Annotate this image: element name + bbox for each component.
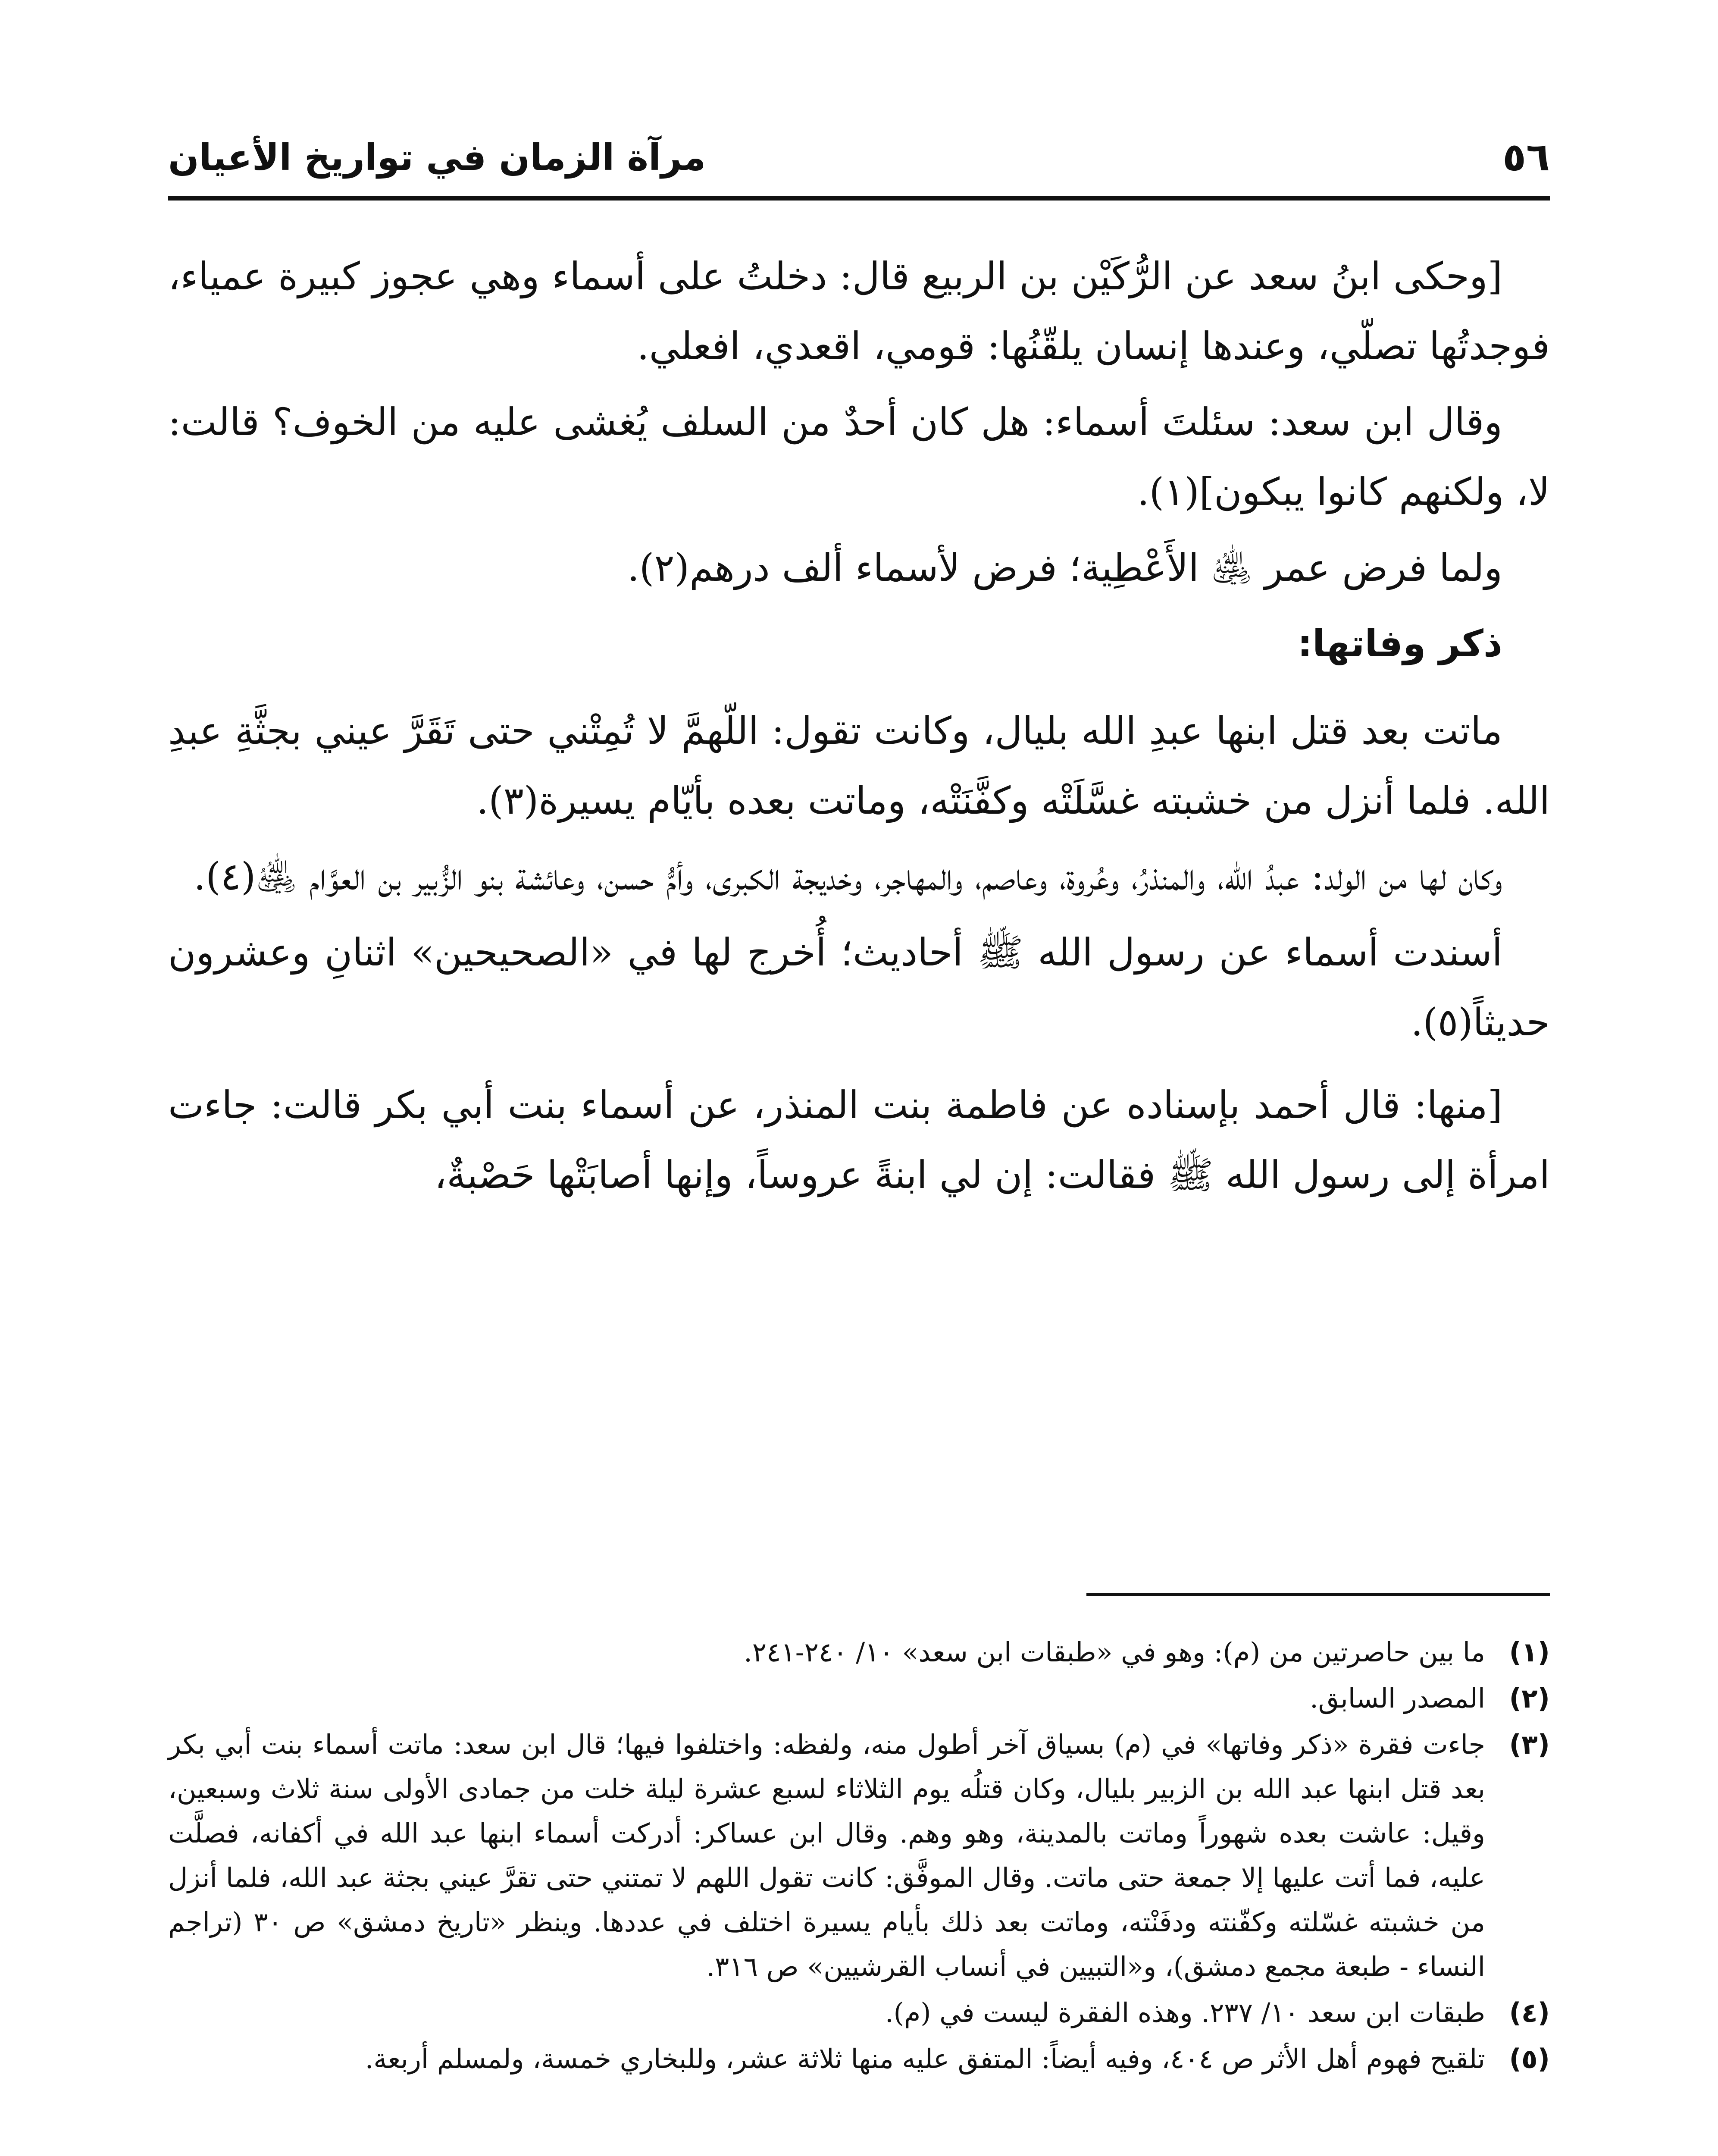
- page-number: ٥٦: [1502, 135, 1550, 180]
- paragraph: وكان لها من الولد: عبدُ الله، والمنذرُ، وعُروة، وعاصم، والمهاجر، وخديجة الكبرى، وأمُّ حسن، وعائشة بنو الزُّبير بن العوَّام ﵁(٤).: [194, 854, 1502, 899]
- footnote: [168, 1722, 1550, 1989]
- footnote: [168, 2037, 1550, 2081]
- footnote: [168, 1990, 1550, 2035]
- footnote-text: المصدر السابق.: [1310, 1683, 1485, 1714]
- paragraph: ولما فرض عمر ﵁ الأَعْطِية؛ فرض لأسماء ألف درهم(٢).: [627, 545, 1502, 590]
- section-heading: ذكر وفاتها:: [1297, 622, 1502, 665]
- footnote-text: جاءت فقرة «ذكر وفاتها» في (م) بسياق آخر أطول منه، ولفظه: واختلفوا فيها؛ قال ابن سعد: ماتت أسماء بنت أبي بكر بعد قتل ابنها عبد الله بن الزبير بليال، وكان قتلُه يوم الثلاثاء لسبع عشرة ليلة خلت من جمادى الأولى سنة ثلاث وسبعين، وقيل: عاشت بعده شهوراً وماتت بالمدينة، وهو وهم. وقال ابن عساكر: أدركت أسماء ابنها عبد الله في أكفانه، فصلَّت عليه، فما أتت عليها إلا جمعة حتى ماتت. وقال الموفَّق: كانت تقول اللهم لا تمتني حتى تقرَّ عيني بجثة عبد الله، فلما أنزل من خشبته غسّلته وكفّنته ودفَنْته، وماتت بعد ذلك بأيام يسيرة اختلف في عددها. وينظر «تاريخ دمشق» ص ٣٠ (تراجم النساء - طبعة مجمع دمشق)، و«التبيين في أنساب القرشيين» ص ٣١٦.: [168, 1729, 1485, 1982]
- footnote-number: (٢): [1509, 1683, 1550, 1714]
- paragraph: وقال ابن سعد: سئلتَ أسماء: هل كان أحدٌ من السلف يُغشى عليه من الخوف؟ قالت: لا، ولكنهم كانوا يبكون](١).: [168, 400, 1550, 514]
- footnote-number: (٤): [1509, 1997, 1550, 2028]
- footnote-number: (٣): [1509, 1729, 1550, 1760]
- footnote-number: (١): [1509, 1636, 1550, 1668]
- footnote: [168, 1630, 1550, 1674]
- footnote-rule: [1086, 1593, 1550, 1596]
- paragraph: أسندت أسماء عن رسول الله ﷺ أحاديث؛ أُخرج لها في «الصحيحين» اثنانِ وعشرون حديثاً(٥).: [168, 930, 1550, 1044]
- footnote-number: (٥): [1509, 2043, 1550, 2075]
- footnote: [168, 1676, 1550, 1720]
- header-rule: [168, 196, 1550, 201]
- book-title: مرآة الزمان في تواريخ الأعيان: [168, 136, 706, 179]
- paragraph: [منها: قال أحمد بإسناده عن فاطمة بنت المنذر، عن أسماء بنت أبي بكر قالت: جاءت امرأة إلى رسول الله ﷺ فقالت: إن لي ابنةً عروساً، وإنها أصابَتْها حَصْبةٌ،: [168, 1083, 1550, 1197]
- footnotes: [168, 1630, 1550, 2083]
- paragraph: ماتت بعد قتل ابنها عبدِ الله بليال، وكانت تقول: اللّهمَّ لا تُمِتْني حتى تَقَرَّ عيني بجثَّةِ عبدِ الله. فلما أنزل من خشبته غسَّلَتْه وكفَّنَتْه، وماتت بعده بأيّام يسيرة(٣).: [168, 708, 1550, 823]
- footnote-text: ما بين حاصرتين من (م): وهو في «طبقات ابن سعد» ١٠/ ٢٤٠-٢٤١.: [744, 1636, 1485, 1668]
- paragraph: [وحكى ابنُ سعد عن الرُّكَيْن بن الربيع قال: دخلتُ على أسماء وهي عجوز كبيرة عمياء، فوجدتُها تصلّي، وعندها إنسان يلقّنُها: قومي، اقعدي، افعلي.: [168, 254, 1550, 368]
- main-text: [168, 241, 1550, 1216]
- footnote-text: طبقات ابن سعد ١٠/ ٢٣٧. وهذه الفقرة ليست في (م).: [885, 1997, 1485, 2028]
- running-header: [168, 129, 1550, 190]
- footnote-text: تلقيح فهوم أهل الأثر ص ٤٠٤، وفيه أيضاً: المتفق عليه منها ثلاثة عشر، وللبخاري خمسة، ولمسلم أربعة.: [365, 2043, 1485, 2075]
